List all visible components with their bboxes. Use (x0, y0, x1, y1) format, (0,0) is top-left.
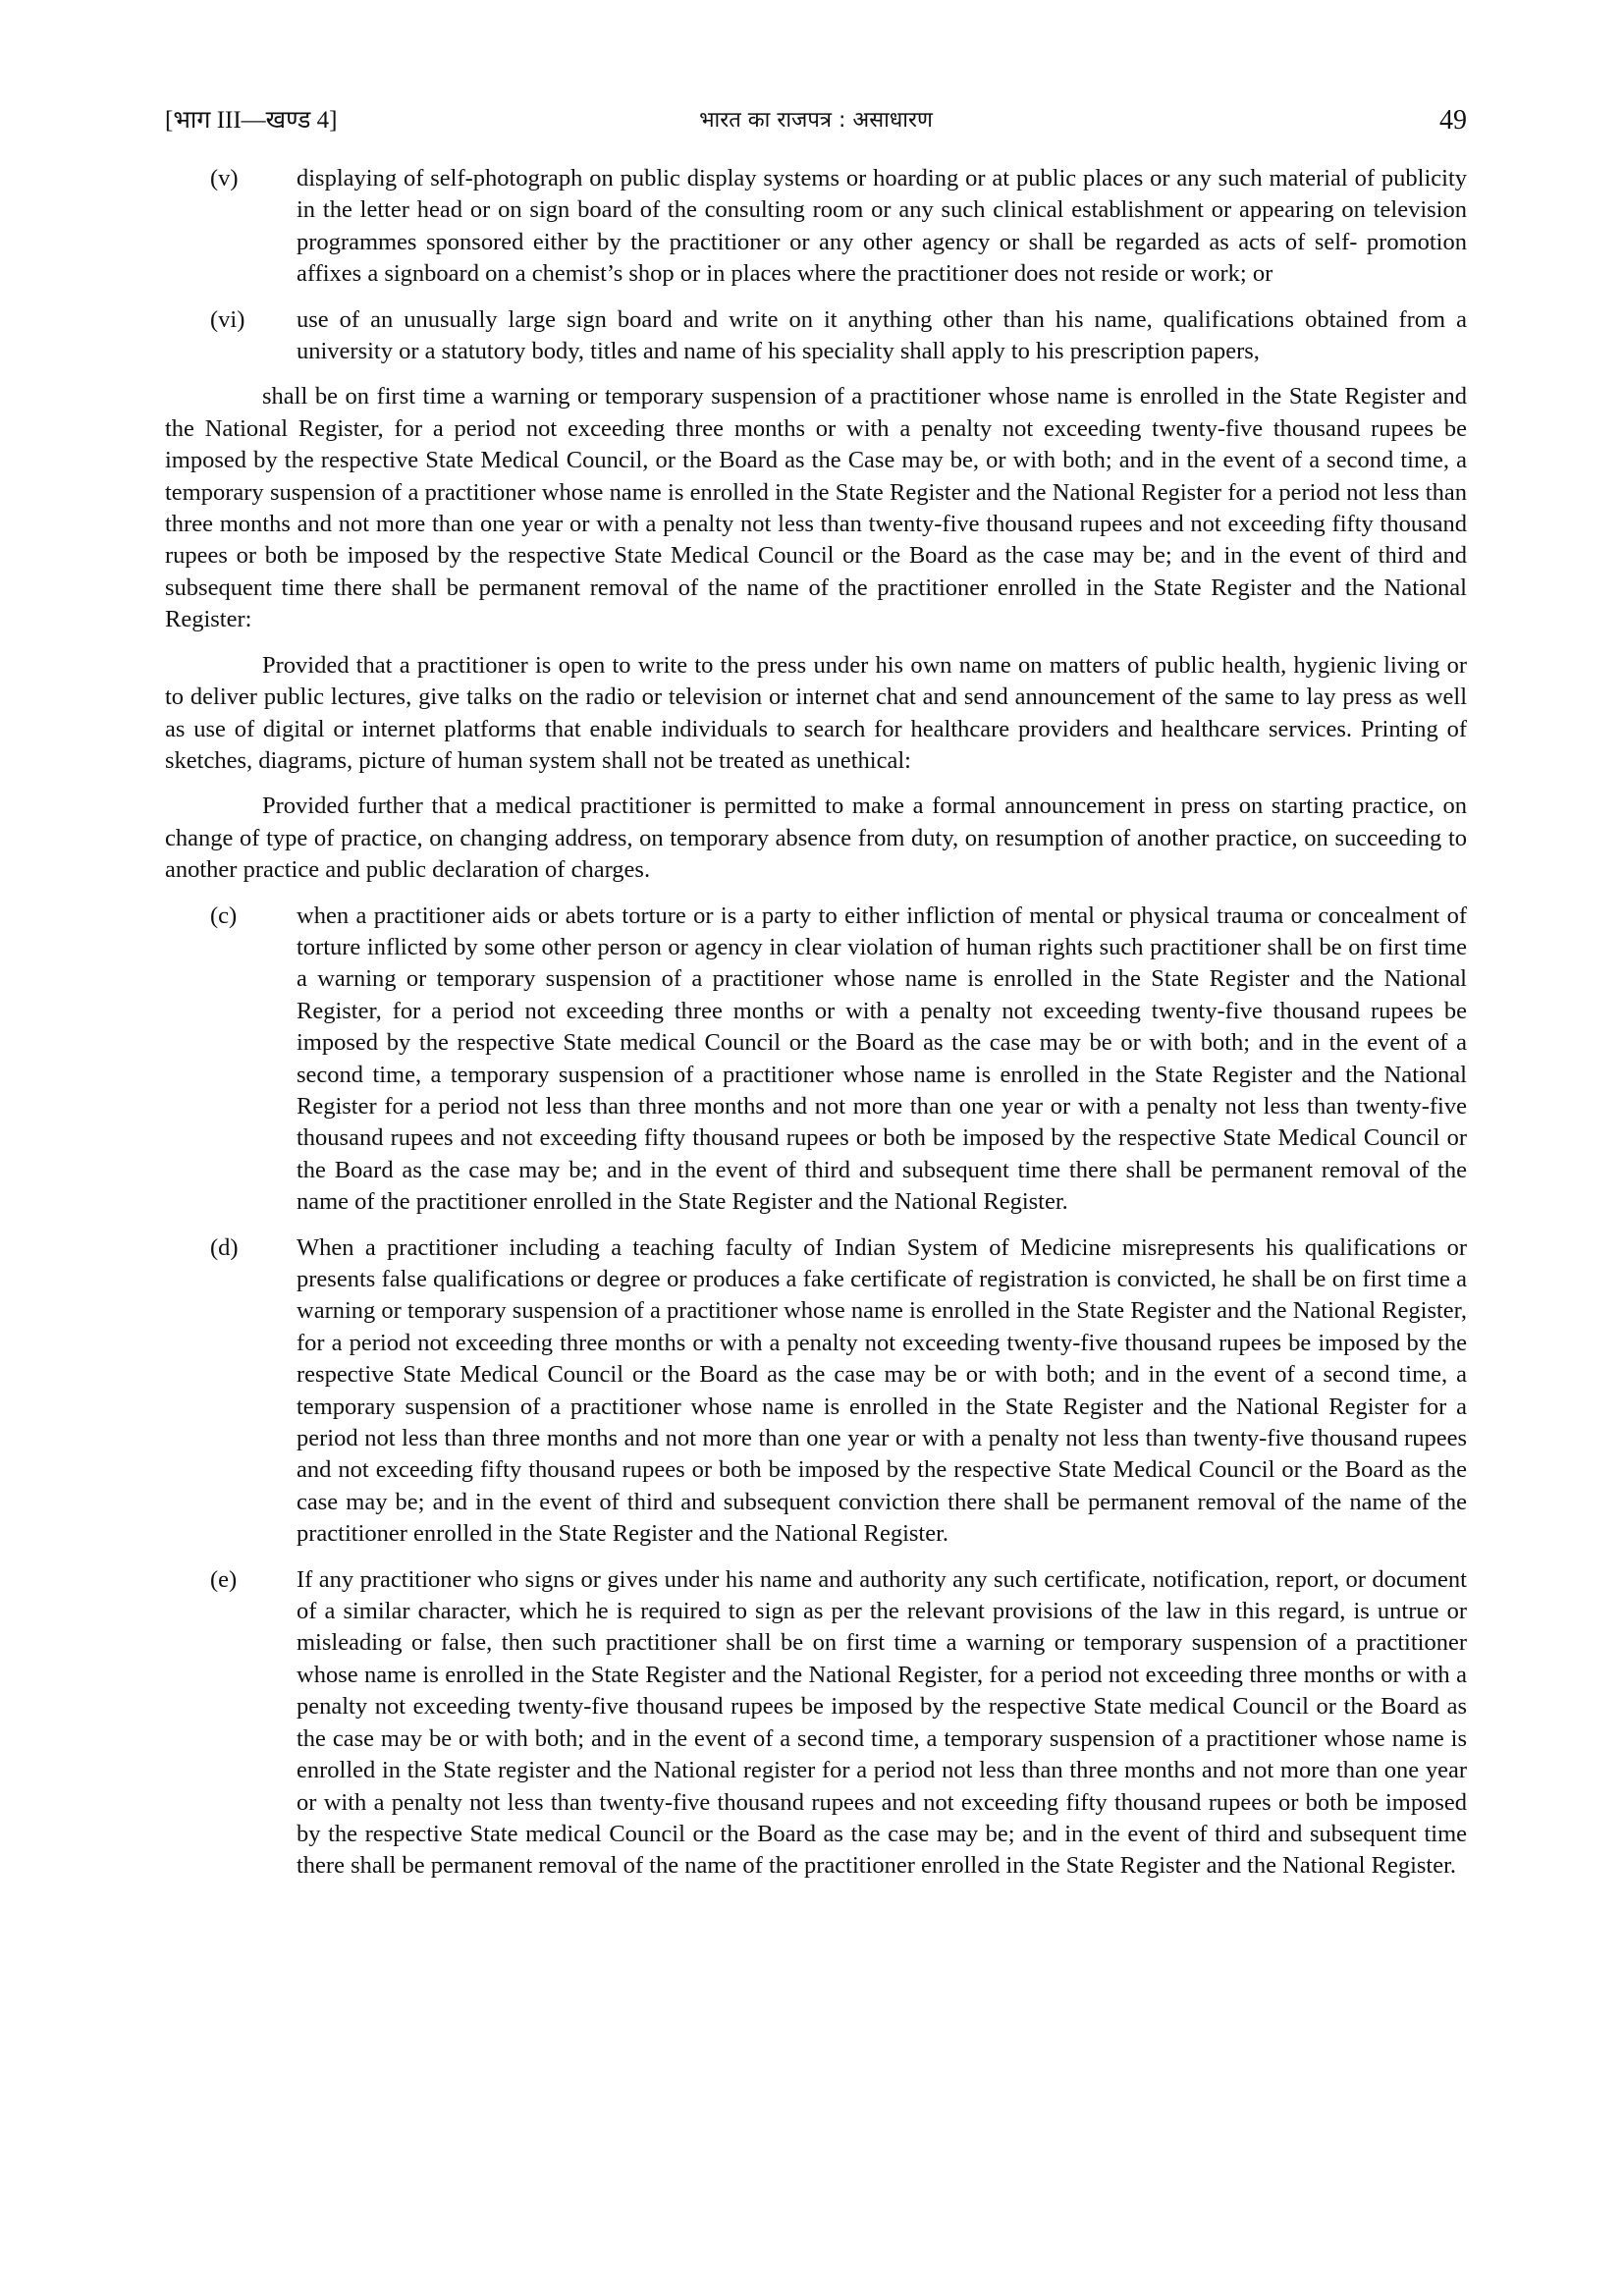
clause-item-vi (165, 304, 1467, 368)
clause-item-d (165, 1232, 1467, 1551)
proviso-paragraph: Provided that a practitioner is open to write to the press under his own name on matters of public health, hygienic living or to deliver public lectures, give talks on the radio or television or internet chat and send announcement of the same to lay press as well as use of digital or internet platforms that enable individuals to search for healthcare providers and healthcare services. Printing of sketches, diagrams, picture of human system shall not be treated as unethical: (165, 651, 1467, 774)
further-proviso-paragraph: Provided further that a medical practitioner is permitted to make a formal announcement in press on starting practice, on change of type of practice, on changing address, on temporary absence from duty, on resumption of another practice, on succeeding to another practice and public declaration of charges. (165, 793, 1467, 884)
header-part-section: [भाग III—खण्ड 4] (165, 107, 338, 134)
clause-text: use of an unusually large sign board and write on it anything other than his name, qualifications obtained from a university or a statutory body, titles and name of his speciality shall apply to his prescription papers, (297, 305, 1467, 365)
clause-marker: (v) (210, 165, 239, 191)
clause-text: displaying of self-photograph on public display systems or hoarding or at public places or any such material of publicity in the letter head or on sign board of the consulting room or any such clinical establishment or appearing on television programmes sponsored either by the practitioner or any other agency or shall be regarded as acts of self- promotion affixes a signboard on a chemist’s shop or in places where the practitioner does not reside or work; or (297, 165, 1467, 288)
page-header (165, 98, 1467, 143)
clause-item-v (165, 163, 1467, 291)
clause-marker: (vi) (210, 305, 245, 333)
clause-text: when a practitioner aids or abets torture or is a party to either infliction of mental or physical trauma or concealment of torture inflicted by some other person or agency in clear violation of human rights such practitioner shall be on first time a warning or temporary suspension of a practitioner whose name is enrolled in the State Register and the National Register, for a period not exceeding three months or with a penalty not exceeding twenty-five thousand rupees be imposed by the respective State medical Council or the Board as the case may be or with both; and in the event of a second time, a temporary suspension of a practitioner whose name is enrolled in the State Register and the National Register for a period not less than three months and not more than one year or with a penalty not less than twenty-five thousand rupees and not exceeding fifty thousand rupees or both be imposed by the respective State Medical Council or the Board as the case may be; and in the event of third and subsequent time there shall be permanent removal of the name of the practitioner enrolled in the State Register and the National Register. (297, 902, 1467, 1216)
penalty-paragraph: shall be on first time a warning or temporary suspension of a practitioner whose name is enrolled in the State Register and the National Register, for a period not exceeding three months or with a penalty not exceeding twenty-five thousand rupees be imposed by the respective State Medical Council, or the Board as the Case may be, or with both; and in the event of a second time, a temporary suspension of a practitioner whose name is enrolled in the State Register and the National Register for a period not less than three months and not more than one year or with a penalty not less than twenty-five thousand rupees and not exceeding fifty thousand rupees or both be imposed by the respective State Medical Council or the Board as the case may be; and in the event of third and subsequent time there shall be permanent removal of the name of the practitioner enrolled in the State Register and the National Register: (165, 383, 1467, 633)
clause-text: When a practitioner including a teaching faculty of Indian System of Medicine misrepresents his qualifications or presents false qualifications or degree or produces a fake certificate of registration is convicted, he shall be on first time a warning or temporary suspension of a practitioner whose name is enrolled in the State Register and the National Register, for a period not exceeding three months or with a penalty not exceeding twenty-five thousand rupees be imposed by the respective State Medical Council or the Board as the case may be or with both; and in the event of a second time, a temporary suspension of a practitioner whose name is enrolled in the State Register and the National Register for a period not less than three months and not more than one year or with a penalty not less than twenty-five thousand rupees and not exceeding fifty thousand rupees or both be imposed by the respective State Medical Council or the Board as the case may be; and in the event of third and subsequent conviction there shall be permanent removal of the name of the practitioner enrolled in the State Register and the National Register. (297, 1233, 1467, 1548)
clause-marker: (c) (210, 902, 238, 929)
clause-item-e (165, 1564, 1467, 1883)
clause-marker: (e) (210, 1565, 238, 1593)
clause-text: If any practitioner who signs or gives under his name and authority any such certificate, notification, report, or document of a similar character, which he is required to sign as per the relevant provisions of the law in this regard, is untrue or misleading or false, then such practitioner shall be on first time a warning or temporary suspension of a practitioner whose name is enrolled in the State Register and the National Register, for a period not exceeding three months or with a penalty not exceeding twenty-five thousand rupees be imposed by the respective State medical Council or the Board as the case may be or with both; and in the event of a second time, a temporary suspension of a practitioner whose name is enrolled in the State register and the National register for a period not less than three months and not more than one year or with a penalty not less than twenty-five thousand rupees and not exceeding fifty thousand rupees or both be imposed by the respective State medical Council or the Board as the case may be; and in the event of third and subsequent time there shall be permanent removal of the name of the practitioner enrolled in the State Register and the National Register. (297, 1565, 1467, 1880)
header-publication-title: भारत का राजपत्र : असाधारण (699, 108, 933, 133)
clause-marker: (d) (210, 1233, 239, 1261)
page-number: 49 (1439, 105, 1467, 136)
clause-item-c (165, 901, 1467, 1219)
page-content (165, 163, 1467, 1896)
